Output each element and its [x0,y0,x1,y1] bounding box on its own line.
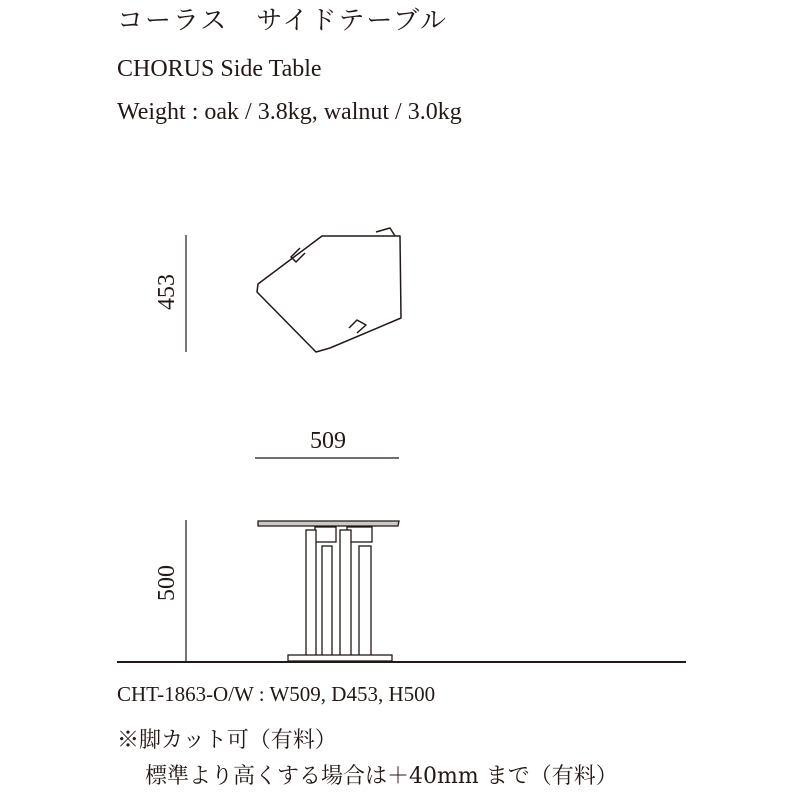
table-front-view [258,521,399,661]
product-title-english: CHORUS Side Table [117,56,322,82]
depth-dimension-label: 453 [154,274,180,310]
table-top-view [257,228,401,352]
product-title-japanese: コーラス サイドテーブル [117,6,449,36]
raise-height-note: 標準より高くする場合は＋40mm まで（有料） [145,764,618,789]
weight-spec: Weight : oak / 3.8kg, walnut / 3.0kg [117,99,462,125]
leg-cut-note: ※脚カット可（有料） [117,728,337,753]
width-dimension-label: 509 [310,428,346,454]
model-spec: CHT-1863-O/W : W509, D453, H500 [117,682,436,706]
height-dimension-label: 500 [154,565,180,601]
